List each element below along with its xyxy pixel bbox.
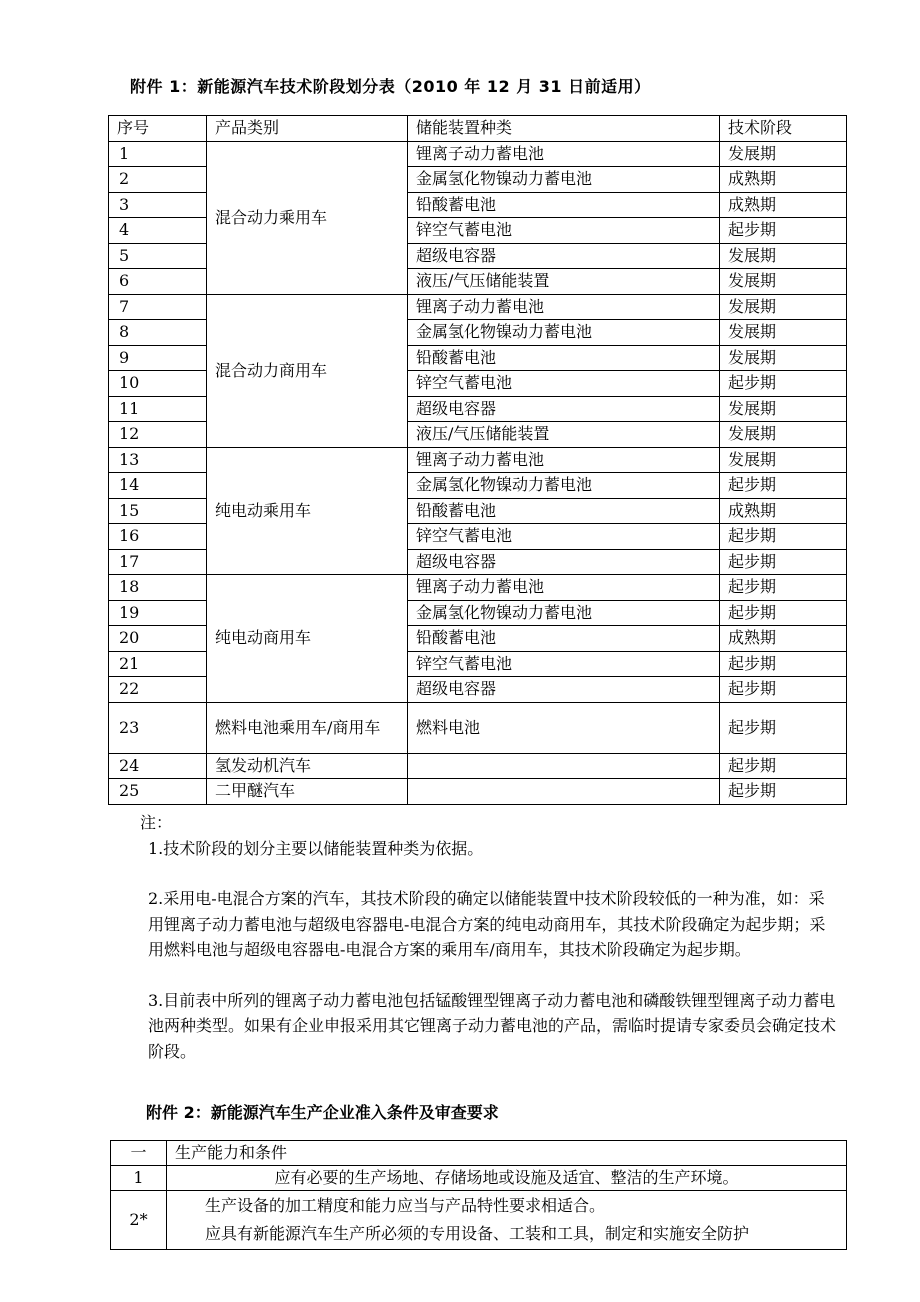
row-number: 1	[111, 1166, 167, 1191]
column-header: 产品类别	[207, 116, 408, 142]
storage-type: 锂离子动力蓄电池	[408, 447, 720, 473]
row-number: 22	[109, 677, 207, 703]
row-number: 17	[109, 549, 207, 575]
row-number: 18	[109, 575, 207, 601]
tech-stage: 起步期	[720, 575, 847, 601]
table-row	[109, 141, 847, 167]
storage-type: 铅酸蓄电池	[408, 498, 720, 524]
row-number: 3	[109, 192, 207, 218]
tech-stage: 发展期	[720, 320, 847, 346]
row-number: 9	[109, 345, 207, 371]
tech-stage: 发展期	[720, 447, 847, 473]
storage-type: 铅酸蓄电池	[408, 626, 720, 652]
tech-stage: 发展期	[720, 243, 847, 269]
tech-stage: 起步期	[720, 371, 847, 397]
category-cell: 纯电动商用车	[207, 575, 408, 703]
title-attachment-2: 附件 2：新能源汽车生产企业准入条件及审查要求	[146, 1103, 499, 1122]
tech-stage: 起步期	[720, 473, 847, 499]
requirement-line-1: 生产设备的加工精度和能力应当与产品特性要求相适合。	[205, 1196, 606, 1215]
requirement-text	[167, 1191, 847, 1250]
row-number: 4	[109, 218, 207, 244]
tech-stage: 发展期	[720, 345, 847, 371]
row-number: 1	[109, 141, 207, 167]
row-number: 16	[109, 524, 207, 550]
storage-type: 锌空气蓄电池	[408, 218, 720, 244]
category-cell: 二甲醚汽车	[207, 779, 408, 805]
tech-stage: 成熟期	[720, 626, 847, 652]
column-header: 储能装置种类	[408, 116, 720, 142]
storage-type: 锌空气蓄电池	[408, 651, 720, 677]
storage-type: 锂离子动力蓄电池	[408, 575, 720, 601]
category-cell: 氢发动机汽车	[207, 753, 408, 779]
section-title: 生产能力和条件	[167, 1141, 847, 1166]
notes-label: 注：	[140, 813, 173, 832]
tech-stage: 起步期	[720, 677, 847, 703]
storage-type: 液压/气压储能装置	[408, 422, 720, 448]
row-number: 11	[109, 396, 207, 422]
table-row	[109, 702, 847, 753]
tech-stage: 起步期	[720, 651, 847, 677]
row-number: 19	[109, 600, 207, 626]
requirement-text: 应有必要的生产场地、存储场地或设施及适宜、整洁的生产环境。	[167, 1166, 847, 1191]
storage-type: 金属氢化物镍动力蓄电池	[408, 320, 720, 346]
table-row	[109, 294, 847, 320]
tech-stage: 发展期	[720, 269, 847, 295]
category-cell: 混合动力乘用车	[207, 141, 408, 294]
tech-stage: 发展期	[720, 422, 847, 448]
storage-type: 金属氢化物镍动力蓄电池	[408, 600, 720, 626]
storage-type: 液压/气压储能装置	[408, 269, 720, 295]
table-row	[111, 1191, 847, 1250]
requirement-line-2: 应具有新能源汽车生产所必须的专用设备、工装和工具，制定和实施安全防护	[205, 1224, 750, 1243]
row-number: 23	[109, 702, 207, 753]
storage-type: 锂离子动力蓄电池	[408, 294, 720, 320]
note-2: 2.采用电-电混合方案的汽车，其技术阶段的确定以储能装置中技术阶段较低的一种为准，如：采用锂离子动力蓄电池与超级电容器电-电混合方案的纯电动商用车，其技术阶段确定为起步期；采用燃料电池与超级电容器电-电混合方案的乘用车/商用车，其技术阶段确定为起步期。	[148, 889, 826, 959]
tech-stage: 发展期	[720, 141, 847, 167]
table-row	[109, 753, 847, 779]
tech-stage: 发展期	[720, 396, 847, 422]
storage-type: 金属氢化物镍动力蓄电池	[408, 167, 720, 193]
tech-stage: 发展期	[720, 294, 847, 320]
row-number: 2	[109, 167, 207, 193]
row-number: 20	[109, 626, 207, 652]
tech-stage: 起步期	[720, 218, 847, 244]
table-header-row	[109, 116, 847, 142]
storage-type: 超级电容器	[408, 243, 720, 269]
note-3: 3.目前表中所列的锂离子动力蓄电池包括锰酸锂型锂离子动力蓄电池和磷酸铁锂型锂离子动力蓄电池两种类型。如果有企业申报采用其它锂离子动力蓄电池的产品，需临时提请专家委员会确定技术阶段。	[148, 990, 837, 1061]
storage-type: 铅酸蓄电池	[408, 192, 720, 218]
tech-stage: 成熟期	[720, 498, 847, 524]
storage-type: 锌空气蓄电池	[408, 524, 720, 550]
storage-type: 超级电容器	[408, 396, 720, 422]
storage-type: 燃料电池	[408, 702, 720, 753]
row-number: 14	[109, 473, 207, 499]
storage-type: 锌空气蓄电池	[408, 371, 720, 397]
table-row	[111, 1141, 847, 1166]
table-row	[111, 1166, 847, 1191]
tech-stage: 成熟期	[720, 192, 847, 218]
tech-stage: 起步期	[720, 600, 847, 626]
storage-type: 超级电容器	[408, 677, 720, 703]
category-cell: 燃料电池乘用车/商用车	[207, 702, 408, 753]
section-number: 一	[111, 1141, 167, 1166]
category-cell: 混合动力商用车	[207, 294, 408, 447]
tech-stage: 起步期	[720, 549, 847, 575]
category-cell: 纯电动乘用车	[207, 447, 408, 575]
storage-type: 金属氢化物镍动力蓄电池	[408, 473, 720, 499]
row-number: 8	[109, 320, 207, 346]
tech-stage: 起步期	[720, 779, 847, 805]
row-number: 6	[109, 269, 207, 295]
row-number: 7	[109, 294, 207, 320]
row-number: 13	[109, 447, 207, 473]
column-header: 序号	[109, 116, 207, 142]
row-number: 24	[109, 753, 207, 779]
tech-stage: 起步期	[720, 524, 847, 550]
storage-type	[408, 779, 720, 805]
row-number: 12	[109, 422, 207, 448]
notes-section	[140, 810, 848, 1064]
row-number: 5	[109, 243, 207, 269]
requirements-table	[110, 1140, 847, 1250]
row-number: 2*	[111, 1191, 167, 1250]
tech-stage: 起步期	[720, 753, 847, 779]
table-row	[109, 575, 847, 601]
storage-type: 铅酸蓄电池	[408, 345, 720, 371]
row-number: 21	[109, 651, 207, 677]
storage-type: 锂离子动力蓄电池	[408, 141, 720, 167]
table-row	[109, 779, 847, 805]
note-1: 1.技术阶段的划分主要以储能装置种类为依据。	[148, 838, 484, 858]
tech-stage: 起步期	[720, 702, 847, 753]
row-number: 25	[109, 779, 207, 805]
tech-stage: 成熟期	[720, 167, 847, 193]
row-number: 15	[109, 498, 207, 524]
title-attachment-1: 附件 1：新能源汽车技术阶段划分表（2010 年 12 月 31 日前适用）	[130, 77, 651, 96]
row-number: 10	[109, 371, 207, 397]
tech-stage-table	[108, 115, 847, 805]
storage-type	[408, 753, 720, 779]
table-row	[109, 447, 847, 473]
column-header: 技术阶段	[720, 116, 847, 142]
storage-type: 超级电容器	[408, 549, 720, 575]
